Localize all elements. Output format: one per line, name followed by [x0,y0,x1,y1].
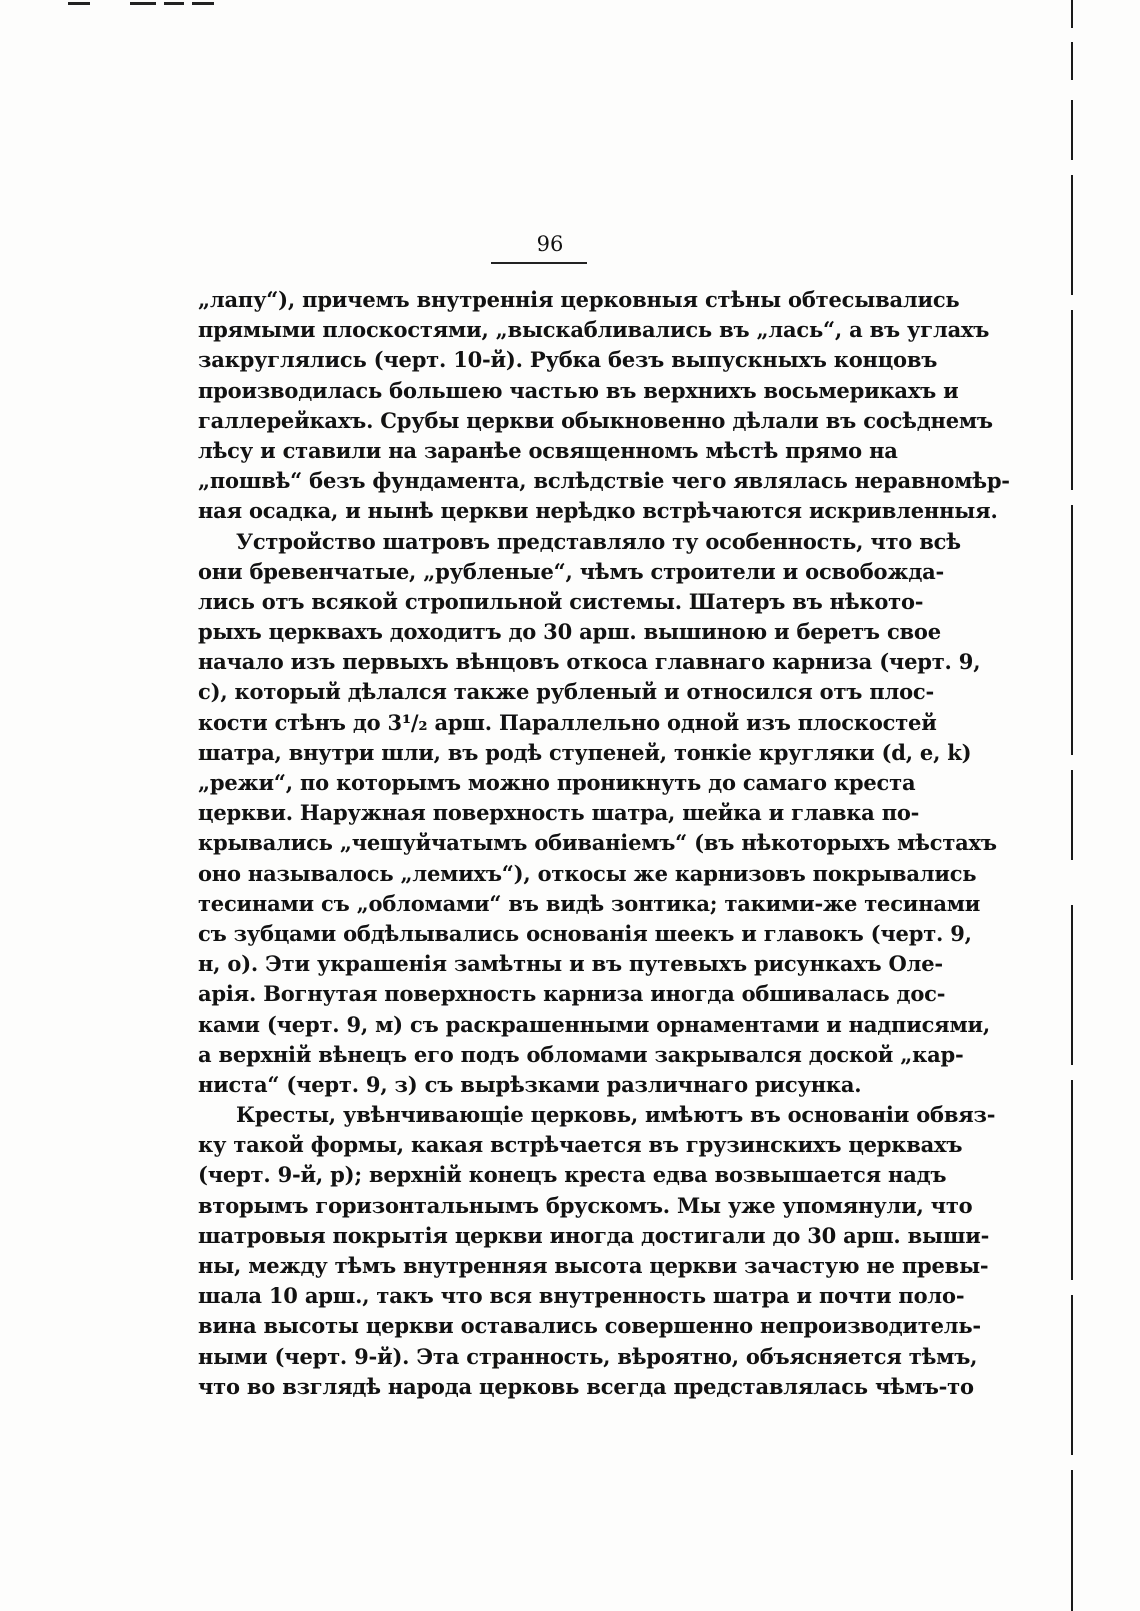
text-line: „режи“, по которымъ можно проникнуть до самаго креста [198,770,916,795]
text-line: церкви. Наружная поверхность шатра, шейка и главка по- [198,800,920,826]
text-line: „лапу“), причемъ внутреннія церковныя стѣны обтесывались [198,287,960,312]
text-line: ками (черт. 9, м) съ раскрашенными орнаментами и надписями, [198,1011,991,1037]
text-line: Устройство шатровъ представляло ту особенность, что всѣ [236,528,961,554]
text-line: н, о). Эти украшенія замѣтны и въ путевыхъ рисункахъ Оле- [198,951,943,977]
text-line: ная осадка, и нынѣ церкви нерѣдко встрѣчаются искривленныя. [198,498,998,524]
text-line: вина высоты церкви оставались совершенно непроизводитель- [198,1313,981,1339]
page-number: 96 [536,232,564,256]
text-line: а верхній вѣнецъ его подъ обломами закрывался доской „кар- [198,1041,964,1067]
paragraph [198,1100,996,1402]
text-line: ниста“ (черт. 9, з) съ вырѣзками различнаго рисунка. [198,1071,862,1097]
text-line: Кресты, увѣнчивающіе церковь, имѣютъ въ основаніи обвяз- [236,1102,996,1128]
text-line: начало изъ первыхъ вѣнцовъ откоса главнаго карниза (черт. 9, [198,649,981,675]
text-line: кости стѣнъ до 3¹/₂ арш. Параллельно одной изъ плоскостей [198,709,937,735]
text-line: шатра, внутри шли, въ родѣ ступеней, тонкіе кругляки (d, e, k) [198,739,972,765]
text-line: прямыми плоскостями, „выскабливались въ „лась“, а въ углахъ [198,317,990,343]
text-line: (черт. 9-й, p); верхній конецъ креста едва возвышается надъ [198,1162,947,1188]
text-line: шала 10 арш., такъ что вся внутренность шатра и почти поло- [198,1283,965,1309]
text-line: шатровыя покрытія церкви иногда достигали до 30 арш. выши- [198,1222,990,1248]
text-line: лись отъ всякой стропильной системы. Шатеръ въ нѣкото- [198,588,924,614]
text-line: ны, между тѣмъ внутренняя высота церкви зачастую не превы- [198,1253,989,1278]
text-line: галлерейкахъ. Срубы церкви обыкновенно дѣлали въ сосѣднемъ [198,407,993,433]
text-line: рыхъ церквахъ доходитъ до 30 арш. вышиною и беретъ свое [198,619,941,645]
text-line: ными (черт. 9-й). Эта странность, вѣроятно, объясняется тѣмъ, [198,1343,978,1369]
body-text [198,285,1010,1402]
page-number-rule [491,262,587,264]
text-line: ку такой формы, какая встрѣчается въ грузинскихъ церквахъ [198,1132,963,1158]
text-line: оно называлось „лемихъ“), откосы же карнизовъ покрывались [198,860,977,886]
text-line: вторымъ горизонтальнымъ брускомъ. Мы уже упомянули, что [198,1192,973,1218]
text-line: съ зубцами обдѣлывались основанія шеекъ и главокъ (черт. 9, [198,920,972,946]
text-line: закруглялись (черт. 10-й). Рубка безъ выпускныхъ концовъ [198,347,938,373]
text-line: крывались „чешуйчатымъ обиваніемъ“ (въ нѣкоторыхъ мѣстахъ [198,830,997,856]
text-line: тесинами съ „обломами“ въ видѣ зонтика; такими-же тесинами [198,890,981,916]
text-line: что во взглядѣ народа церковь всегда представлялась чѣмъ-то [198,1373,974,1399]
text-line: c), который дѣлался также рубленый и относился отъ плос- [198,679,935,705]
text-line: арія. Вогнутая поверхность карниза иногда обшивалась дос- [198,981,946,1007]
text-line: они бревенчатые, „рубленые“, чѣмъ строители и освобожда- [198,558,945,584]
text-line: „пошвѣ“ безъ фундамента, вслѣдствіе чего являлась неравномѣр- [198,468,1010,494]
top-edge-marks [68,0,238,8]
paragraph [198,527,997,1101]
text-line: лѣсу и ставили на заранѣе освященномъ мѣстѣ прямо на [198,437,898,463]
text-line: производилась большею частью въ верхнихъ восьмерикахъ и [198,377,959,403]
paragraph [198,285,1010,527]
